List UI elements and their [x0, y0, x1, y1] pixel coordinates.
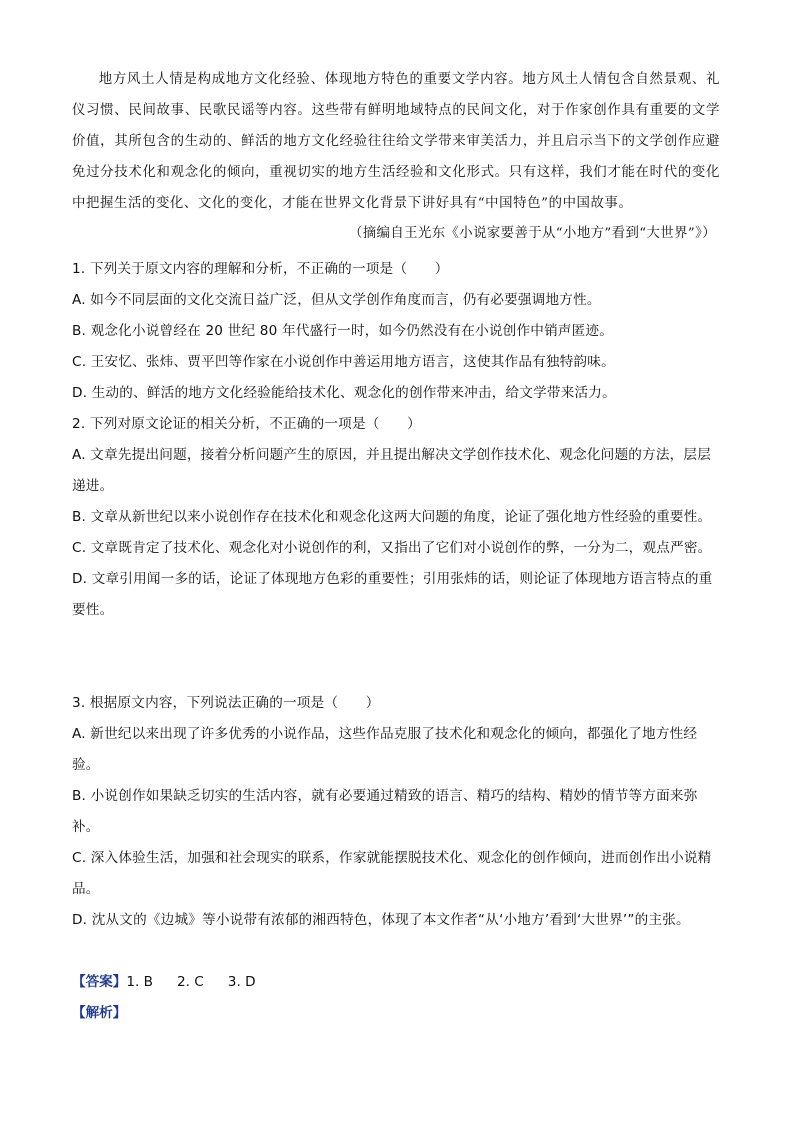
- option-a: A. 新世纪以来出现了许多优秀的小说作品，这些作品克服了技术化和观念化的倾向，都强化了地方性经验。: [72, 726, 698, 773]
- option-d: D. 生动的、鲜活的地方文化经验能给技术化、观念化的创作带来冲击，给文学带来活力。: [72, 385, 616, 401]
- answer-line: [72, 967, 256, 998]
- option-d: D. 沈从文的《边城》等小说带有浓郁的湘西特色，体现了本文作者“从‘小地方’看到‘大世界’”的主张。: [72, 912, 690, 928]
- question-1: [72, 254, 722, 409]
- analysis-tag: 【解析】: [72, 1005, 127, 1021]
- option-b: B. 观念化小说曾经在 20 世纪 80 年代盛行一时，如今仍然没有在小说创作中销声匿迹。: [72, 323, 614, 339]
- answer-item: 2. C: [177, 974, 204, 990]
- option-b: B. 小说创作如果缺乏切实的生活内容，就有必要通过精致的语言、精巧的结构、精妙的情节等方面来弥补。: [72, 788, 698, 835]
- option-a: A. 如今不同层面的文化交流日益广泛，但从文学创作角度而言，仍有必要强调地方性。: [72, 292, 601, 308]
- question-stem: 2. 下列对原文论证的相关分析，不正确的一项是（ ）: [72, 416, 421, 432]
- answer-tag: 【答案】: [72, 974, 127, 990]
- option-c: C. 王安忆、张炜、贾平凹等作家在小说创作中善运用地方语言，这使其作品有独特韵味。: [72, 354, 615, 370]
- answer-item: 1. B: [126, 974, 153, 990]
- option-b: B. 文章从新世纪以来小说创作存在技术化和观念化这两大问题的角度，论证了强化地方性经验的重要性。: [72, 509, 712, 525]
- analysis-line: [72, 998, 126, 1029]
- question-2: [72, 409, 722, 626]
- option-d: D. 文章引用闻一多的话，论证了体现地方色彩的重要性；引用张炜的话，则论证了体现地方语言特点的重要性。: [72, 571, 713, 618]
- question-stem: 3. 根据原文内容，下列说法正确的一项是（ ）: [72, 695, 380, 711]
- answer-item: 3. D: [227, 974, 256, 990]
- passage-source: （摘编自王光东《小说家要善于从“小地方”看到“大世界”》）: [348, 226, 716, 241]
- reading-passage: 地方风土人情是构成地方文化经验、体现地方特色的重要文学内容。地方风土人情包含自然景观、礼仪习惯、民间故事、民歌民谣等内容。这些带有鲜明地域特点的民间文化，对于作家创作具有重要的文学价值，其所包含的生动的、鲜活的地方文化经验往往给文学带来审美活力，并且启示当下的文学创作应避免过分技术化和观念化的倾向，重视切实的地方生活经验和文化形式。只有这样，我们才能在时代的变化中把握生活的变化、文化的变化，才能在世界文化背景下讲好具有“中国特色”的中国故事。: [72, 72, 720, 211]
- option-c: C. 深入体验生活，加强和社会现实的联系，作家就能摆脱技术化、观念化的创作倾向，进而创作出小说精品。: [72, 850, 712, 897]
- question-3: [72, 688, 722, 936]
- question-stem: 1. 下列关于原文内容的理解和分析，不正确的一项是（ ）: [72, 261, 449, 277]
- option-a: A. 文章先提出问题，接着分析问题产生的原因，并且提出解决文学创作技术化、观念化问题的方法，层层递进。: [72, 447, 712, 494]
- option-c: C. 文章既肯定了技术化、观念化对小说创作的利，又指出了它们对小说创作的弊，一分为二，观点严密。: [72, 540, 712, 556]
